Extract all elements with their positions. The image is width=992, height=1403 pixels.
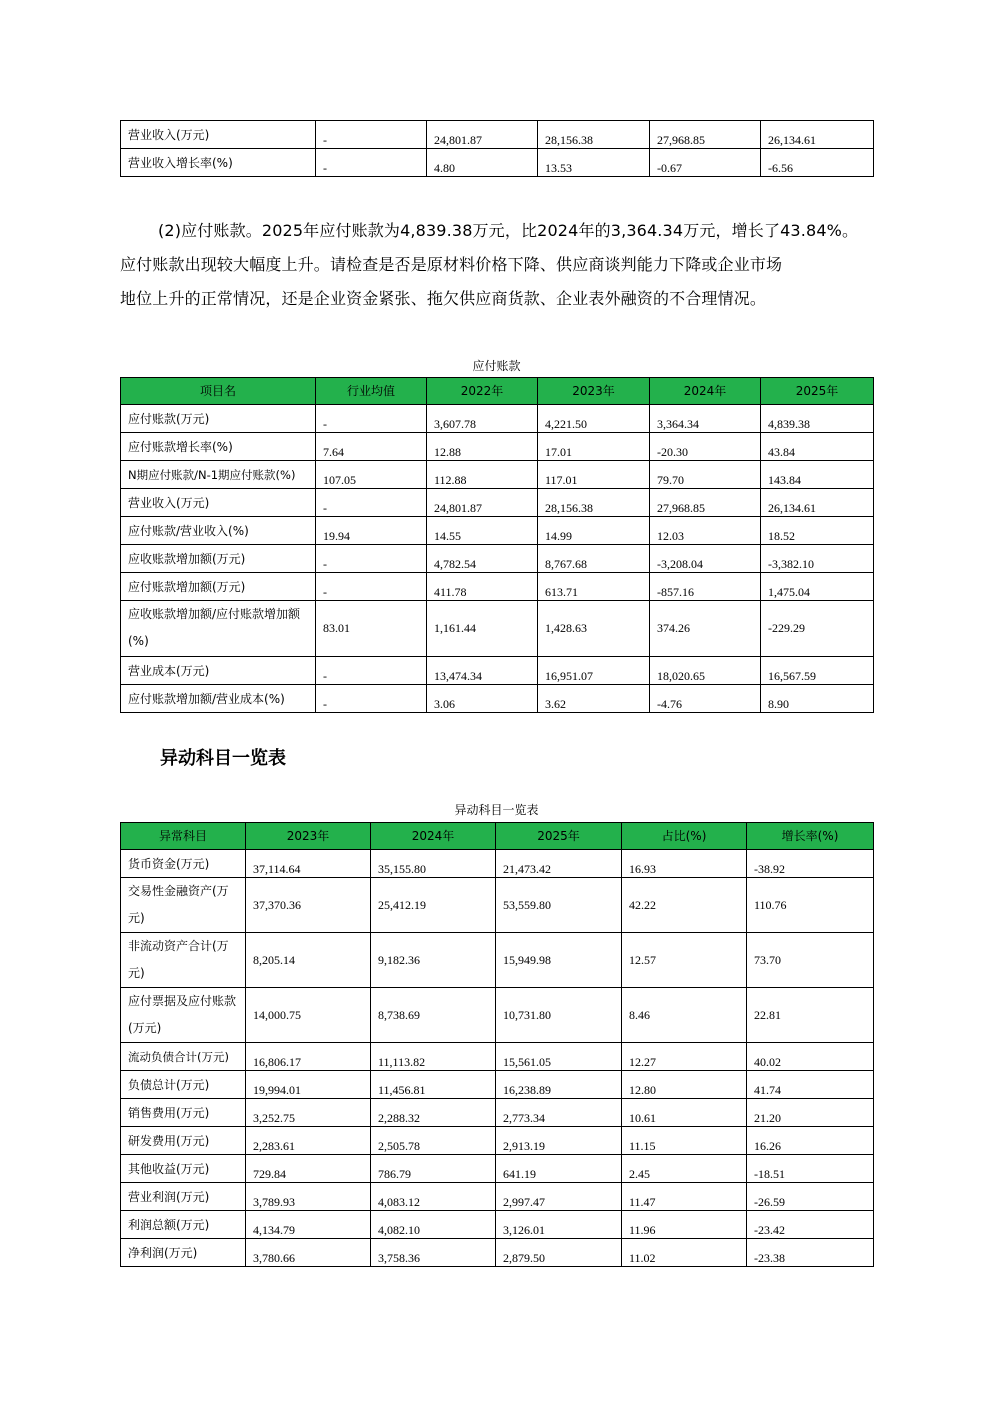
industry-average-cell: 7.64: [316, 433, 427, 461]
value-2024-cell: 18,020.65: [650, 657, 761, 685]
value-2023-cell: 3,252.75: [246, 1099, 371, 1127]
value-2025-cell: 26,134.61: [761, 489, 874, 517]
growth-cell: 16.26: [747, 1127, 874, 1155]
table-row: [121, 433, 874, 461]
value-2022-cell: 13,474.34: [427, 657, 538, 685]
value-2023-cell: 14.99: [538, 517, 650, 545]
value-2024-cell: 25,412.19: [371, 878, 496, 933]
table-row: [121, 1239, 874, 1267]
value-2023-cell: 17.01: [538, 433, 650, 461]
value-2025-cell: -6.56: [761, 149, 874, 177]
share-cell: 42.22: [622, 878, 747, 933]
row-label: 研发费用(万元): [121, 1127, 246, 1155]
industry-average-cell: 107.05: [316, 461, 427, 489]
row-label: 交易性金融资产(万元): [121, 878, 246, 933]
table-row: [121, 121, 874, 149]
value-2023-cell: 28,156.38: [538, 489, 650, 517]
payables-analysis-paragraph: [120, 214, 880, 316]
growth-cell: 110.76: [747, 878, 874, 933]
value-2023-cell: 13.53: [538, 149, 650, 177]
growth-cell: -38.92: [747, 850, 874, 878]
growth-cell: 22.81: [747, 988, 874, 1043]
value-2024-cell: 3,364.34: [650, 405, 761, 433]
column-header: 2024年: [371, 823, 496, 850]
table-row: [121, 601, 874, 657]
industry-average-cell: 19.94: [316, 517, 427, 545]
value-2025-cell: 8.90: [761, 685, 874, 713]
row-label: 营业成本(万元): [121, 657, 316, 685]
value-2023-cell: 4,221.50: [538, 405, 650, 433]
value-2025-cell: 15,949.98: [496, 933, 622, 988]
paragraph-line: 地位上升的正常情况，还是企业资金紧张、拖欠供应商货款、企业表外融资的不合理情况。: [120, 289, 767, 308]
row-label: 营业收入增长率(%): [121, 149, 316, 177]
value-2024-cell: 9,182.36: [371, 933, 496, 988]
industry-average-cell: -: [316, 121, 427, 149]
table-row: [121, 573, 874, 601]
row-label: 应收账款增加额(万元): [121, 545, 316, 573]
column-header: 2025年: [761, 378, 874, 405]
row-label: 流动负债合计(万元): [121, 1043, 246, 1071]
industry-average-cell: 83.01: [316, 601, 427, 657]
growth-cell: -23.38: [747, 1239, 874, 1267]
column-header: 增长率(%): [747, 823, 874, 850]
growth-cell: 41.74: [747, 1071, 874, 1099]
value-2023-cell: 3.62: [538, 685, 650, 713]
value-2022-cell: 4,782.54: [427, 545, 538, 573]
growth-cell: -23.42: [747, 1211, 874, 1239]
revenue-table: [120, 120, 874, 177]
table-row: [121, 657, 874, 685]
share-cell: 11.96: [622, 1211, 747, 1239]
row-label: 货币资金(万元): [121, 850, 246, 878]
value-2022-cell: 3.06: [427, 685, 538, 713]
column-header: 行业均值: [316, 378, 427, 405]
row-label: 应付账款/营业收入(%): [121, 517, 316, 545]
column-header: 2025年: [496, 823, 622, 850]
table-header-row: [121, 378, 874, 405]
value-2023-cell: 8,767.68: [538, 545, 650, 573]
value-2022-cell: 4.80: [427, 149, 538, 177]
row-label: 应收账款增加额/应付账款增加额(%): [121, 601, 316, 657]
column-header: 异常科目: [121, 823, 246, 850]
value-2025-cell: 4,839.38: [761, 405, 874, 433]
share-cell: 16.93: [622, 850, 747, 878]
row-label: N期应付账款/N-1期应付账款(%): [121, 461, 316, 489]
row-label: 营业收入(万元): [121, 121, 316, 149]
value-2023-cell: 3,789.93: [246, 1183, 371, 1211]
value-2022-cell: 112.88: [427, 461, 538, 489]
value-2024-cell: 374.26: [650, 601, 761, 657]
growth-cell: 73.70: [747, 933, 874, 988]
column-header: 2024年: [650, 378, 761, 405]
value-2024-cell: 2,505.78: [371, 1127, 496, 1155]
table-row: [121, 1099, 874, 1127]
value-2023-cell: 729.84: [246, 1155, 371, 1183]
value-2022-cell: 24,801.87: [427, 121, 538, 149]
value-2023-cell: 28,156.38: [538, 121, 650, 149]
value-2022-cell: 14.55: [427, 517, 538, 545]
value-2024-cell: 8,738.69: [371, 988, 496, 1043]
row-label: 应付账款增长率(%): [121, 433, 316, 461]
value-2025-cell: 21,473.42: [496, 850, 622, 878]
table-row: [121, 1071, 874, 1099]
table-row: [121, 878, 874, 933]
section-heading: 异动科目一览表: [160, 748, 286, 769]
value-2024-cell: -0.67: [650, 149, 761, 177]
payables-table-caption: 应付账款: [472, 359, 521, 373]
table-row: [121, 1155, 874, 1183]
table-header-row: [121, 823, 874, 850]
value-2025-cell: 10,731.80: [496, 988, 622, 1043]
value-2023-cell: 16,951.07: [538, 657, 650, 685]
growth-cell: -26.59: [747, 1183, 874, 1211]
column-header: 2022年: [427, 378, 538, 405]
table-row: [121, 1211, 874, 1239]
value-2024-cell: -3,208.04: [650, 545, 761, 573]
row-label: 净利润(万元): [121, 1239, 246, 1267]
value-2024-cell: 27,968.85: [650, 489, 761, 517]
value-2024-cell: -4.76: [650, 685, 761, 713]
value-2025-cell: 53,559.80: [496, 878, 622, 933]
value-2024-cell: 27,968.85: [650, 121, 761, 149]
share-cell: 8.46: [622, 988, 747, 1043]
value-2025-cell: 2,879.50: [496, 1239, 622, 1267]
value-2025-cell: -229.29: [761, 601, 874, 657]
industry-average-cell: -: [316, 573, 427, 601]
row-label: 应付账款增加额/营业成本(%): [121, 685, 316, 713]
value-2025-cell: 2,913.19: [496, 1127, 622, 1155]
value-2023-cell: 37,114.64: [246, 850, 371, 878]
value-2023-cell: 19,994.01: [246, 1071, 371, 1099]
value-2022-cell: 12.88: [427, 433, 538, 461]
industry-average-cell: -: [316, 489, 427, 517]
value-2025-cell: 1,475.04: [761, 573, 874, 601]
share-cell: 12.27: [622, 1043, 747, 1071]
value-2023-cell: 613.71: [538, 573, 650, 601]
value-2025-cell: 43.84: [761, 433, 874, 461]
share-cell: 12.80: [622, 1071, 747, 1099]
column-header: 占比(%): [622, 823, 747, 850]
share-cell: 10.61: [622, 1099, 747, 1127]
share-cell: 11.02: [622, 1239, 747, 1267]
value-2022-cell: 24,801.87: [427, 489, 538, 517]
row-label: 应付账款增加额(万元): [121, 573, 316, 601]
share-cell: 2.45: [622, 1155, 747, 1183]
table-row: [121, 988, 874, 1043]
growth-cell: 40.02: [747, 1043, 874, 1071]
table-row: [121, 1127, 874, 1155]
payables-table: [120, 377, 874, 713]
row-label: 应付票据及应付账款(万元): [121, 988, 246, 1043]
value-2023-cell: 117.01: [538, 461, 650, 489]
anomaly-table-caption: 异动科目一览表: [454, 803, 539, 817]
value-2024-cell: 786.79: [371, 1155, 496, 1183]
column-header: 2023年: [246, 823, 371, 850]
value-2024-cell: -20.30: [650, 433, 761, 461]
value-2025-cell: -3,382.10: [761, 545, 874, 573]
table-row: [121, 461, 874, 489]
value-2025-cell: 18.52: [761, 517, 874, 545]
growth-cell: 21.20: [747, 1099, 874, 1127]
value-2023-cell: 4,134.79: [246, 1211, 371, 1239]
industry-average-cell: -: [316, 405, 427, 433]
column-header: 2023年: [538, 378, 650, 405]
value-2024-cell: 11,113.82: [371, 1043, 496, 1071]
value-2024-cell: 12.03: [650, 517, 761, 545]
industry-average-cell: -: [316, 149, 427, 177]
table-row: [121, 933, 874, 988]
row-label: 利润总额(万元): [121, 1211, 246, 1239]
value-2025-cell: 2,773.34: [496, 1099, 622, 1127]
share-cell: 11.47: [622, 1183, 747, 1211]
table-row: [121, 685, 874, 713]
value-2024-cell: 2,288.32: [371, 1099, 496, 1127]
table-row: [121, 545, 874, 573]
share-cell: 12.57: [622, 933, 747, 988]
table-row: [121, 405, 874, 433]
value-2024-cell: 79.70: [650, 461, 761, 489]
value-2022-cell: 411.78: [427, 573, 538, 601]
table-row: [121, 1183, 874, 1211]
value-2023-cell: 3,780.66: [246, 1239, 371, 1267]
table-row: [121, 149, 874, 177]
value-2024-cell: 3,758.36: [371, 1239, 496, 1267]
value-2024-cell: 11,456.81: [371, 1071, 496, 1099]
value-2023-cell: 14,000.75: [246, 988, 371, 1043]
anomaly-table: [120, 822, 874, 1267]
table-row: [121, 850, 874, 878]
value-2025-cell: 16,567.59: [761, 657, 874, 685]
paragraph-line: 应付账款出现较大幅度上升。请检查是否是原材料价格下降、供应商谈判能力下降或企业市场: [120, 255, 783, 274]
value-2024-cell: 35,155.80: [371, 850, 496, 878]
value-2025-cell: 16,238.89: [496, 1071, 622, 1099]
value-2025-cell: 26,134.61: [761, 121, 874, 149]
row-label: 其他收益(万元): [121, 1155, 246, 1183]
value-2023-cell: 1,428.63: [538, 601, 650, 657]
value-2024-cell: 4,083.12: [371, 1183, 496, 1211]
row-label: 负债总计(万元): [121, 1071, 246, 1099]
row-label: 营业利润(万元): [121, 1183, 246, 1211]
row-label: 营业收入(万元): [121, 489, 316, 517]
value-2023-cell: 2,283.61: [246, 1127, 371, 1155]
value-2025-cell: 3,126.01: [496, 1211, 622, 1239]
value-2023-cell: 16,806.17: [246, 1043, 371, 1071]
row-label: 非流动资产合计(万元): [121, 933, 246, 988]
growth-cell: -18.51: [747, 1155, 874, 1183]
row-label: 销售费用(万元): [121, 1099, 246, 1127]
column-header: 项目名: [121, 378, 316, 405]
row-label: 应付账款(万元): [121, 405, 316, 433]
table-row: [121, 1043, 874, 1071]
value-2022-cell: 1,161.44: [427, 601, 538, 657]
value-2022-cell: 3,607.78: [427, 405, 538, 433]
value-2023-cell: 37,370.36: [246, 878, 371, 933]
industry-average-cell: -: [316, 685, 427, 713]
value-2025-cell: 15,561.05: [496, 1043, 622, 1071]
value-2023-cell: 8,205.14: [246, 933, 371, 988]
value-2025-cell: 641.19: [496, 1155, 622, 1183]
table-row: [121, 489, 874, 517]
industry-average-cell: -: [316, 545, 427, 573]
value-2025-cell: 143.84: [761, 461, 874, 489]
value-2025-cell: 2,997.47: [496, 1183, 622, 1211]
value-2024-cell: -857.16: [650, 573, 761, 601]
industry-average-cell: -: [316, 657, 427, 685]
table-row: [121, 517, 874, 545]
share-cell: 11.15: [622, 1127, 747, 1155]
value-2024-cell: 4,082.10: [371, 1211, 496, 1239]
paragraph-line: (2)应付账款。2025年应付账款为4,839.38万元，比2024年的3,364.34万元，增长了43.84%。: [158, 221, 859, 240]
